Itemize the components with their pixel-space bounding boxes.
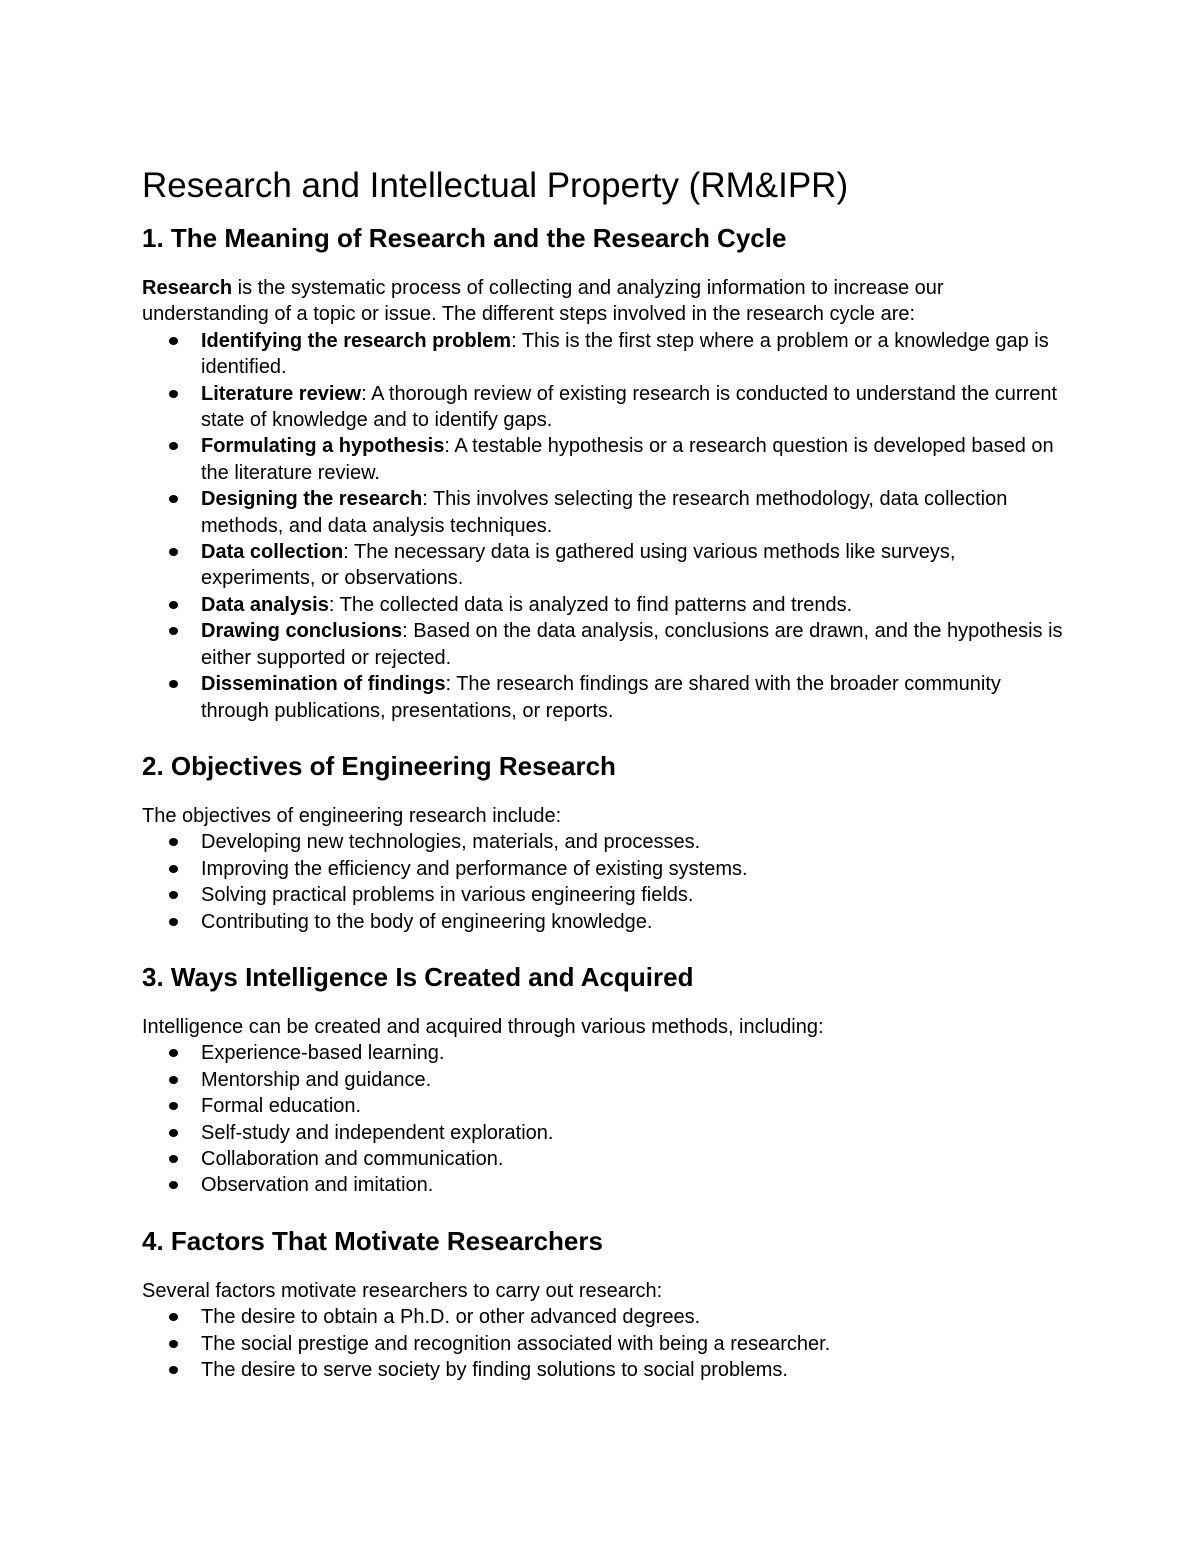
item-term: Dissemination of findings — [201, 673, 446, 696]
list-item — [142, 486, 1072, 539]
item-text: : Based on the data analysis, conclusions are drawn, and the hypothesis is either supported or rejected. — [201, 620, 1063, 669]
bullet-icon — [169, 390, 178, 398]
item-term: Literature review — [201, 382, 362, 405]
list-item — [142, 1040, 1072, 1066]
item-text: : The necessary data is gathered using various methods like surveys, experiments, or observations. — [201, 541, 956, 590]
item-text: Self-study and independent exploration. — [201, 1121, 554, 1144]
bullet-icon — [169, 1181, 178, 1189]
item-text: : The research findings are shared with the broader community through publications, presentations, or reports. — [201, 673, 1001, 722]
bullet-icon — [169, 680, 178, 688]
section-intelligence — [142, 961, 1072, 1199]
bullet-list — [142, 328, 1072, 724]
item-term: Identifying the research problem — [201, 329, 512, 352]
bullet-list — [142, 1304, 1072, 1383]
bullet-icon — [169, 1102, 178, 1110]
item-term: Drawing conclusions — [201, 620, 403, 643]
item-text: The social prestige and recognition associated with being a researcher. — [201, 1332, 831, 1355]
list-item — [142, 671, 1072, 724]
bullet-icon — [169, 1366, 178, 1374]
item-text: Formal education. — [201, 1095, 362, 1118]
item-text: Collaboration and communication. — [201, 1147, 504, 1170]
bullet-icon — [169, 627, 178, 635]
item-text: Developing new technologies, materials, and processes. — [201, 831, 701, 854]
bullet-icon — [169, 865, 178, 873]
list-item — [142, 1093, 1072, 1119]
section-heading: 3. Ways Intelligence Is Created and Acquired — [142, 961, 694, 992]
section-intro — [142, 275, 1072, 328]
list-item — [142, 882, 1072, 908]
item-text: Solving practical problems in various engineering fields. — [201, 884, 694, 907]
list-item — [142, 328, 1072, 381]
list-item — [142, 539, 1072, 592]
item-text: The desire to obtain a Ph.D. or other advanced degrees. — [201, 1306, 701, 1329]
bullet-icon — [169, 495, 178, 503]
list-item — [142, 909, 1072, 935]
section-heading: 4. Factors That Motivate Researchers — [142, 1225, 603, 1256]
bullet-icon — [169, 1313, 178, 1321]
list-item — [142, 1172, 1072, 1198]
list-item — [142, 1304, 1072, 1330]
list-item — [142, 1120, 1072, 1146]
bullet-list — [142, 1040, 1072, 1198]
item-text: Mentorship and guidance. — [201, 1068, 432, 1091]
bullet-list — [142, 829, 1072, 935]
item-text: Observation and imitation. — [201, 1174, 434, 1197]
section-motivating-factors — [142, 1225, 1072, 1384]
list-item — [142, 1331, 1072, 1357]
item-text: : This involves selecting the research methodology, data collection methods, and data analysis techniques. — [201, 488, 1008, 537]
item-term: Designing the research — [201, 488, 423, 511]
bullet-icon — [169, 1129, 178, 1137]
item-text: The desire to serve society by finding solutions to social problems. — [201, 1359, 788, 1381]
item-text: Contributing to the body of engineering knowledge. — [201, 910, 653, 933]
bullet-icon — [169, 601, 178, 609]
list-item — [142, 856, 1072, 882]
item-term: Data collection — [201, 541, 344, 564]
list-item — [142, 829, 1072, 855]
bullet-icon — [169, 1076, 178, 1084]
intro-term: Research — [142, 277, 233, 299]
document-page — [142, 164, 1072, 1383]
bullet-icon — [169, 1049, 178, 1057]
item-text: : This is the first step where a problem or a knowledge gap is identified. — [201, 329, 1049, 379]
section-heading: 2. Objectives of Engineering Research — [142, 750, 616, 781]
section-research-cycle — [142, 222, 1072, 724]
section-intro: Several factors motivate researchers to carry out research: — [142, 1279, 663, 1302]
bullet-icon — [169, 918, 178, 926]
list-item — [142, 618, 1072, 671]
list-item — [142, 1067, 1072, 1093]
item-text: Improving the efficiency and performance of existing systems. — [201, 857, 748, 880]
item-text: : A testable hypothesis or a research question is developed based on the literature review. — [201, 435, 1054, 484]
item-text: : A thorough review of existing research is conducted to understand the current state of knowledge and to identify gaps. — [201, 382, 1058, 432]
item-term: Data analysis — [201, 593, 329, 616]
item-text: : The collected data is analyzed to find patterns and trends. — [328, 593, 853, 616]
section-intro: Intelligence can be created and acquired through various methods, including: — [142, 1015, 824, 1038]
list-item — [142, 592, 1072, 618]
list-item — [142, 1357, 1072, 1383]
item-term: Formulating a hypothesis — [201, 435, 445, 458]
bullet-icon — [169, 838, 178, 846]
section-engineering-objectives — [142, 750, 1072, 935]
item-text: Experience-based learning. — [201, 1042, 445, 1065]
bullet-icon — [169, 1340, 178, 1348]
intro-text: is the systematic process of collecting and analyzing information to increase our understanding of a topic or issue. The different steps involved in the research cycle are: — [142, 277, 944, 326]
list-item — [142, 1146, 1072, 1172]
list-item — [142, 381, 1072, 434]
section-heading: 1. The Meaning of Research and the Research Cycle — [142, 223, 787, 253]
bullet-icon — [169, 337, 178, 345]
list-item — [142, 433, 1072, 486]
bullet-icon — [169, 891, 178, 899]
bullet-icon — [169, 548, 178, 556]
bullet-icon — [169, 1155, 178, 1163]
page-title: Research and Intellectual Property (RM&IPR) — [142, 166, 849, 205]
section-intro: The objectives of engineering research include: — [142, 804, 562, 827]
bullet-icon — [169, 442, 178, 450]
